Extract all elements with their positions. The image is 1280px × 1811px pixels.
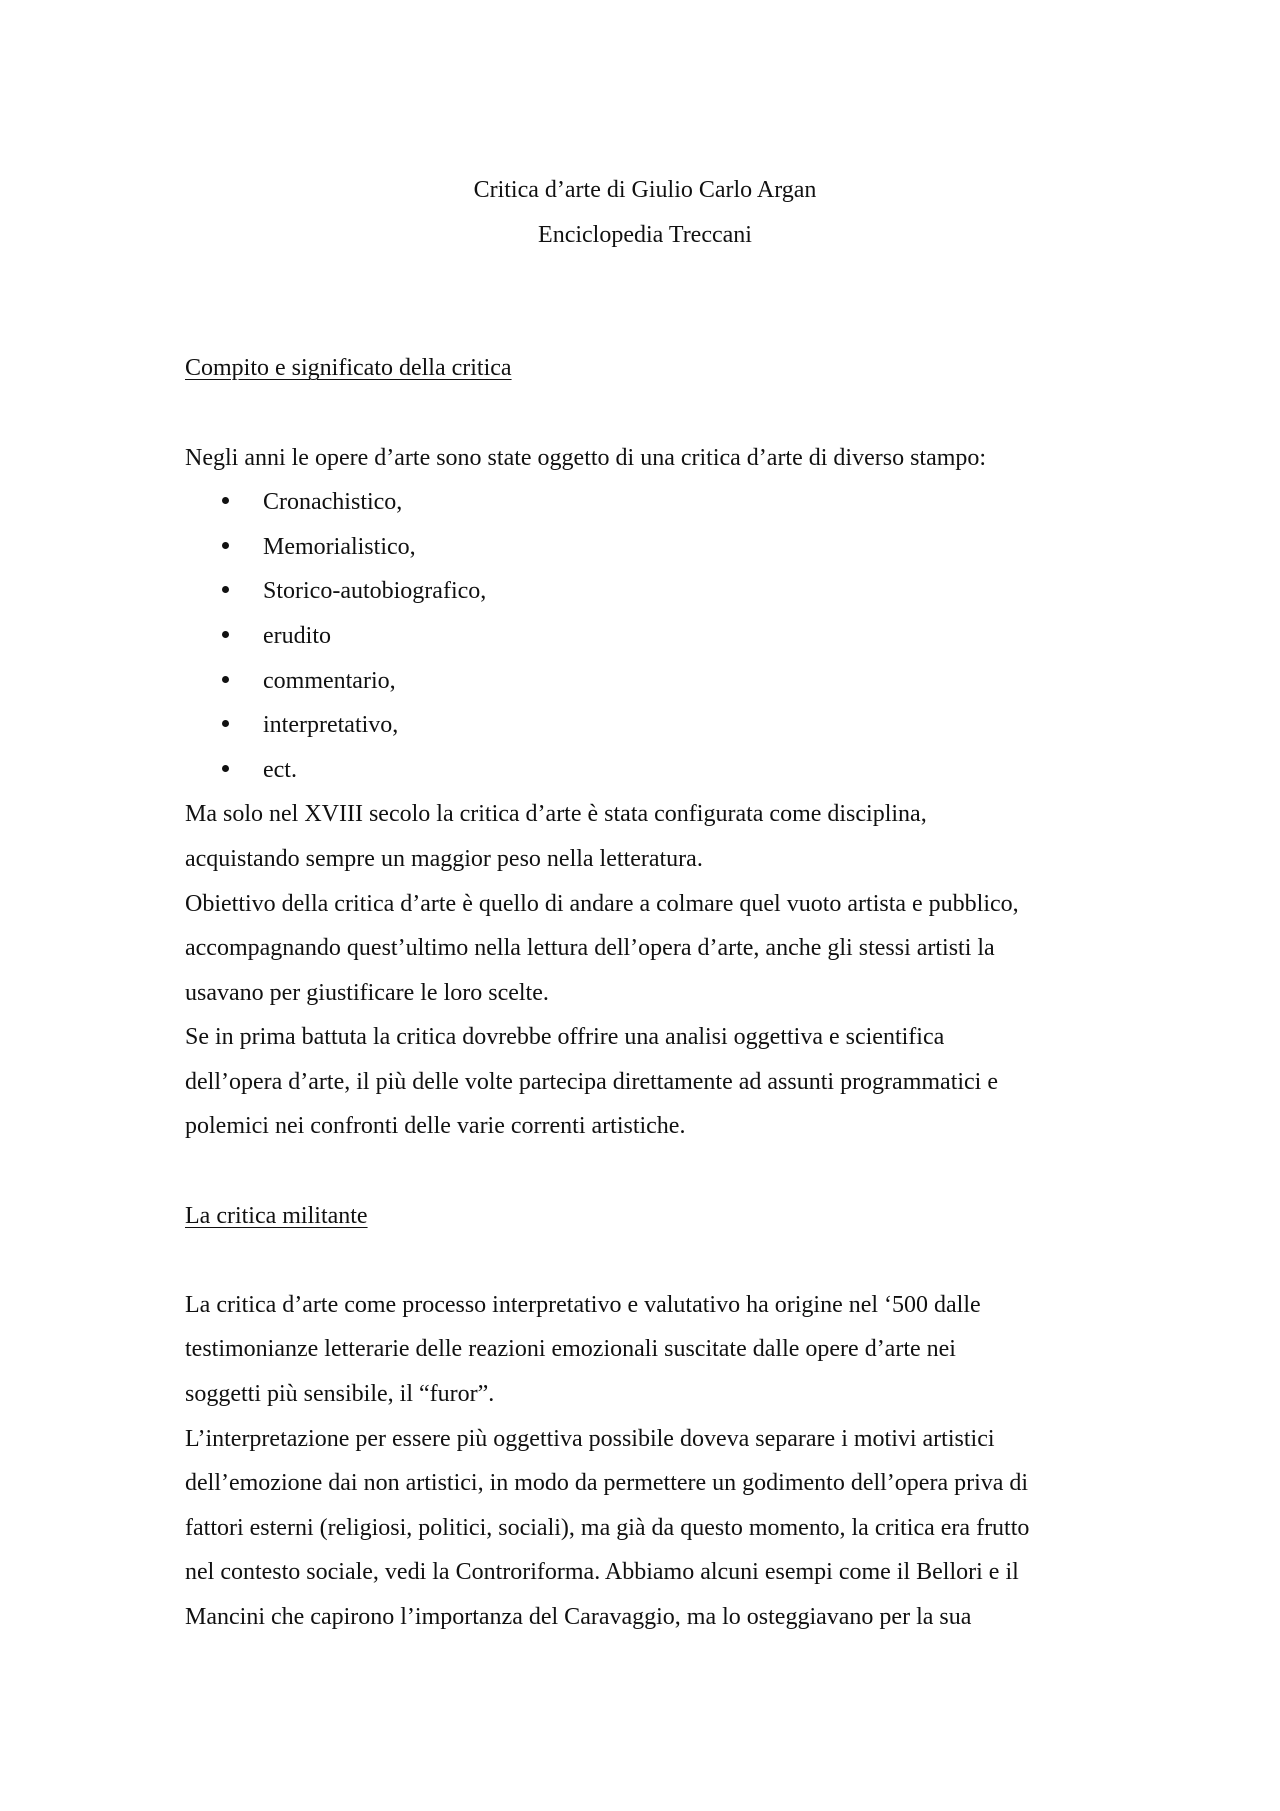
bullet-icon: [222, 676, 229, 683]
list-item: [185, 569, 1105, 614]
text-line: dell’emozione dai non artistici, in modo da permettere un godimento dell’opera priva di: [185, 1470, 1029, 1497]
text-line: soggetti più sensibile, il “furor”.: [185, 1381, 495, 1408]
section1-text: [185, 792, 1105, 1149]
text-line: usavano per giustificare le loro scelte.: [185, 979, 549, 1006]
document-title: Critica d’arte di Giulio Carlo Argan: [473, 177, 817, 203]
list-item-text: ect.: [263, 756, 297, 783]
section-heading-critica-militante: La critica militante: [185, 1202, 368, 1229]
list-item: [185, 748, 1105, 793]
list-item: [185, 614, 1105, 659]
text-line: polemici nei confronti delle varie correnti artistiche.: [185, 1113, 686, 1140]
text-line: accompagnando quest’ultimo nella lettura dell’opera d’arte, anche gli stessi artisti la: [185, 935, 995, 962]
list-item-text: Cronachistico,: [263, 489, 403, 516]
list-item: [185, 703, 1105, 748]
spacer: [185, 257, 1105, 346]
text-line: Mancini che capirono l’importanza del Caravaggio, ma lo osteggiavano per la sua: [185, 1604, 972, 1630]
text-line: acquistando sempre un maggior peso nella letteratura.: [185, 845, 703, 872]
list-item: [185, 525, 1105, 570]
text-line: nel contesto sociale, vedi la Controriforma. Abbiamo alcuni esempi come il Bellori e il: [185, 1559, 1019, 1586]
bullet-icon: [222, 497, 229, 504]
section1-intro: Negli anni le opere d’arte sono state oggetto di una critica d’arte di diverso stampo:: [185, 444, 987, 471]
spacer: [185, 391, 1105, 436]
section2-text: [185, 1283, 1105, 1640]
critique-types-list: [185, 480, 1105, 792]
document-subtitle: Enciclopedia Treccani: [538, 221, 752, 248]
text-line: La critica d’arte come processo interpretativo e valutativo ha origine nel ‘500 dalle: [185, 1291, 981, 1318]
bullet-icon: [222, 720, 229, 727]
list-item-text: erudito: [263, 622, 331, 649]
spacer: [185, 1149, 1105, 1194]
list-item-text: interpretativo,: [263, 712, 399, 739]
spacer: [185, 1238, 1105, 1283]
list-item: [185, 659, 1105, 704]
text-line: dell’opera d’arte, il più delle volte partecipa direttamente ad assunti programmatici e: [185, 1068, 998, 1095]
text-line: testimonianze letterarie delle reazioni emozionali suscitate dalle opere d’arte nei: [185, 1336, 956, 1363]
document-body: [185, 168, 1105, 1640]
list-item-text: Memorialistico,: [263, 533, 416, 560]
text-line: Obiettivo della critica d’arte è quello di andare a colmare quel vuoto artista e pubblico,: [185, 890, 1019, 917]
list-item-text: commentario,: [263, 667, 396, 694]
text-line: L’interpretazione per essere più oggettiva possibile doveva separare i motivi artistici: [185, 1425, 995, 1452]
text-line: fattori esterni (religiosi, politici, sociali), ma già da questo momento, la critica era frutto: [185, 1514, 1030, 1541]
bullet-icon: [222, 586, 229, 593]
text-line: Se in prima battuta la critica dovrebbe offrire una analisi oggettiva e scientifica: [185, 1024, 945, 1051]
bullet-icon: [222, 765, 229, 772]
list-item: [185, 480, 1105, 525]
text-line: Ma solo nel XVIII secolo la critica d’arte è stata configurata come disciplina,: [185, 801, 927, 828]
list-item-text: Storico-autobiografico,: [263, 578, 487, 605]
bullet-icon: [222, 631, 229, 638]
bullet-icon: [222, 542, 229, 549]
section-heading-compito: Compito e significato della critica: [185, 355, 512, 382]
